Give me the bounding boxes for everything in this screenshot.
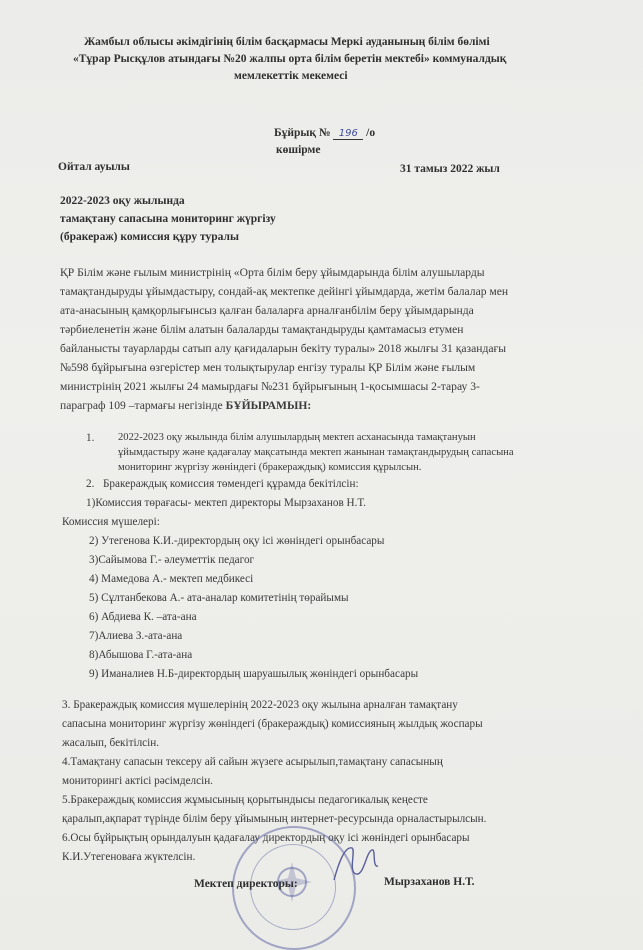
preamble-line: министрінің 2021 жылғы 24 мамырдағы №231 бұйрығының 1-қосымшасы 2-тарау 3-: [60, 380, 480, 393]
member-item: 2) Утегенова К.И.-директордың оқу ісі жөніндегі орынбасары: [89, 535, 385, 547]
item-text-line: сапасына мониторинг жүргізу жөніндегі (бракераждық) комиссияның жылдық жоспары: [62, 718, 483, 730]
item-text-line: жасалып, бекітілсін.: [62, 737, 160, 749]
preamble-line: №598 бұйрығына өзгерістер мен толықтырулар енгізу туралы ҚР Білім және ғылым: [60, 361, 476, 374]
item-text-line: 4.Тамақтану сапасын тексеру ай сайын жүзеге асырылып,тамақтану сапасының: [62, 756, 443, 768]
member-item: 7)Алиева З.-ата-ана: [89, 630, 183, 642]
item-1-number: 1.: [86, 432, 95, 444]
preamble-line: ата-анасының қамқорлығынсыз қалған балаларға арналғанбілім беру ұйымдарында: [60, 304, 474, 317]
preamble-last-text: параграф 109 –тармағы негізінде: [60, 399, 226, 412]
item-text-line: 6.Осы бұйрықтың орындалуын қадағалау директордың оқу ісі жөніндегі орынбасары: [62, 832, 470, 844]
header-line-3: мемлекеттік мекемесі: [234, 70, 348, 82]
signature-name: Мырзаханов Н.Т.: [384, 876, 475, 888]
header-line-1: Жамбыл облысы әкімдігінің білім басқармасы Меркі ауданының білім бөлімі: [84, 36, 490, 48]
preamble-line: тәрбиеленетін және білім алатын балаларды тамақтандыруды қамтамасыз етумен: [60, 323, 464, 336]
order-number-handwritten: 196: [333, 128, 363, 140]
commission-chair: 1)Комиссия төрағасы- мектеп директоры Мырзаханов Н.Т.: [86, 497, 366, 509]
signature-scribble-icon: [326, 838, 386, 888]
subject-line-2: тамақтану сапасына мониторинг жүргізу: [60, 213, 276, 225]
item-text-line: К.И.Утегеноваға жүктелсін.: [62, 851, 196, 863]
preamble-last-line: [60, 399, 311, 412]
item-text-line: 3. Бракераждық комиссия мүшелерінің 2022-2023 оқу жылына арналған тамақтану: [62, 699, 458, 711]
item-2-number: 2.: [86, 478, 95, 490]
item-1-line: 2022-2023 оқу жылында білім алушылардың мектеп асханасында тамақтануын: [118, 432, 476, 443]
member-item: 3)Сайымова Г.- әлеуметтік педагог: [89, 554, 255, 566]
place: Ойтал ауылы: [58, 161, 130, 173]
members-label: Комиссия мүшелері:: [62, 516, 160, 528]
header-line-2: «Тұрар Рысқұлов атындағы №20 жалпы орта білім беретін мектебі» коммуналдық: [73, 53, 507, 65]
preamble-line: тамақтандыруды ұйымдастыру, сондай-ақ мектепке дейінгі ұйымдарда, жетім балалар мен: [60, 285, 509, 298]
preamble-line: ҚР Білім және ғылым министрінің «Орта білім беру ұйымдарында білім алушыларды: [60, 266, 485, 279]
decree-word: БҰЙЫРАМЫН:: [225, 399, 312, 412]
member-item: 9) Иманалиев Н.Б-директордың шаруашылық жөніндегі орынбасары: [89, 668, 419, 680]
subject-line-1: 2022-2023 оқу жылында: [60, 195, 185, 207]
item-1-line: ұйымдастыру және қадағалау мақсатында мектеп жанынан тамақтандырудың сапасына: [118, 447, 514, 458]
order-title-prefix: Бұйрық №: [274, 127, 331, 139]
order-date: 31 тамыз 2022 жыл: [400, 163, 500, 175]
order-title-suffix: /о: [366, 127, 376, 139]
signature-position: Мектеп директоры:: [194, 878, 298, 890]
item-text-line: қаралып,ақпарат түрінде білім беру ұйымының интернет-ресурсында орналастырылсын.: [62, 813, 487, 825]
subject-line-3: (бракераж) комиссия құру туралы: [60, 231, 239, 243]
item-2-text: Бракераждық комиссия төмендегі құрамда бекітілсін:: [103, 478, 359, 490]
member-item: 5) Сұлтанбекова А.- ата-аналар комитетінің төрайымы: [89, 592, 349, 604]
preamble-line: байланысты тауарларды сатып алу қағидаларын бекіту туралы» 2018 жылғы 31 қазандағы: [60, 342, 507, 355]
order-title: [274, 127, 375, 140]
item-1-line: мониторинг жүргізу жөніндегі (бракераждық) комиссия құрылсын.: [118, 462, 422, 473]
copy-label: көшірме: [276, 144, 321, 156]
member-item: 8)Абышова Г.-ата-ана: [89, 649, 193, 661]
item-text-line: мониторингі актісі рәсімделсін.: [62, 775, 213, 787]
item-text-line: 5.Бракераждық комиссия жұмысының қорытындысы педагогикалық кеңесте: [62, 794, 428, 806]
member-item: 6) Абдиева К. –ата-ана: [89, 611, 197, 623]
member-item: 4) Мамедова А.- мектеп медбикесі: [89, 573, 254, 585]
